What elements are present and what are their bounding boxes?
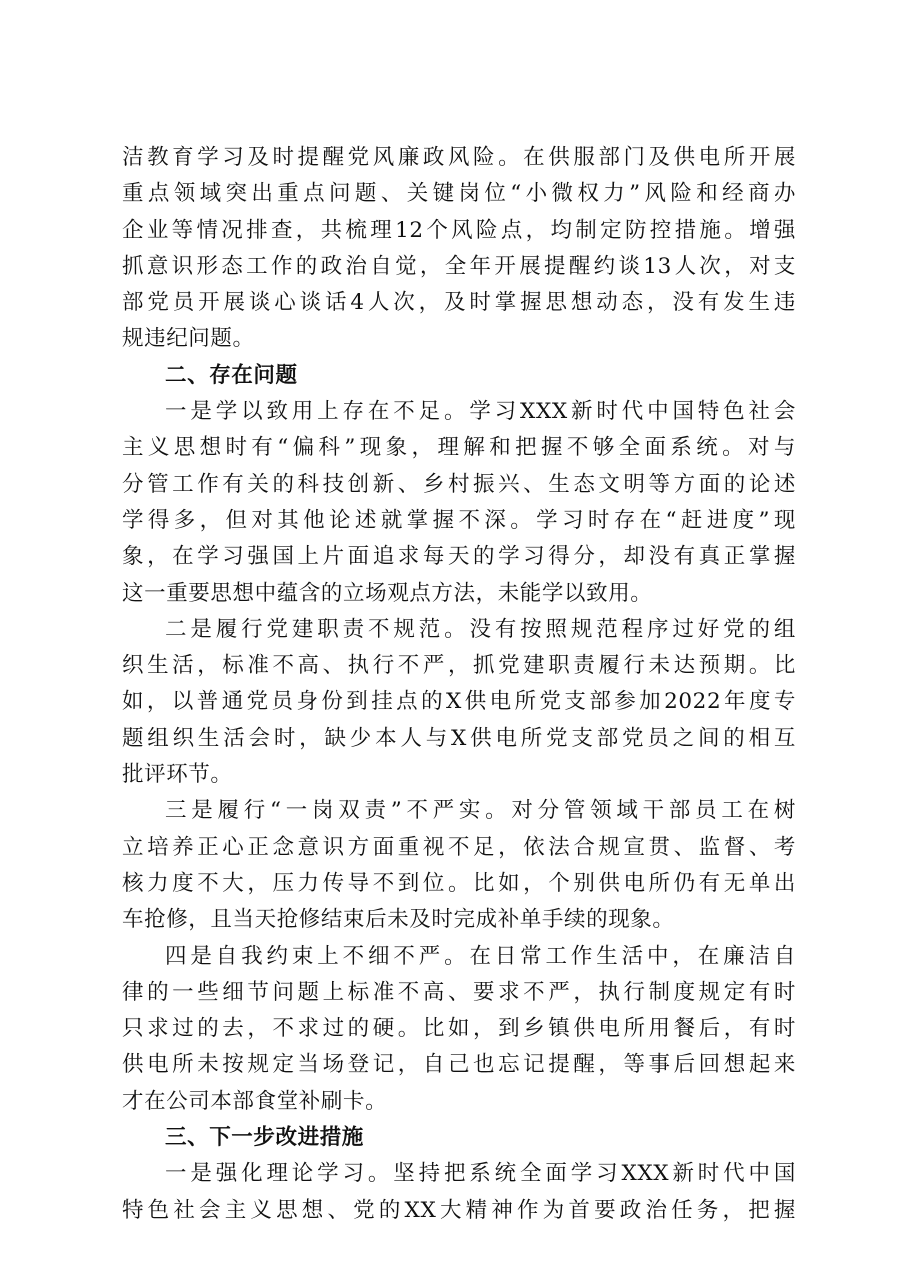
text-line: 这一重要思想中蕴含的立场观点方法，未能学以致用。	[122, 580, 653, 606]
text-line: 学得多，但对其他论述就掌握不深。学习时存在“赶进度”现	[122, 507, 796, 533]
text-line: 抓意识形态工作的政治自觉，全年开展提醒约谈13人次，对支	[122, 253, 796, 279]
section-heading-improvements: 三、下一步改进措施	[165, 1125, 364, 1151]
text-line: 象，在学习强国上片面追求每天的学习得分，却没有真正掌握	[122, 544, 796, 570]
text-line: 洁教育学习及时提醒党风廉政风险。在供服部门及供电所开展	[122, 145, 796, 170]
text-line: 题组织生活会时，缺少本人与X供电所党支部党员之间的相互	[122, 725, 796, 751]
text-line: 立培养正心正念意识方面重视不足，依法合规宣贯、监督、考	[122, 834, 796, 860]
text-line: 主义思想时有“偏科”现象，理解和把握不够全面系统。对与	[122, 435, 796, 461]
text-line: 律的一些细节问题上标准不高、要求不严，执行制度规定有时	[122, 979, 796, 1005]
text-line: 核力度不大，压力传导不到位。比如，个别供电所仍有无单出	[122, 870, 796, 896]
text-line: 企业等情况排查，共梳理12个风险点，均制定防控措施。增强	[122, 217, 796, 243]
text-line: 车抢修，且当天抢修结束后未及时完成补单手续的现象。	[122, 907, 675, 933]
text-line: 只求过的去，不求过的硬。比如，到乡镇供电所用餐后，有时	[122, 1016, 796, 1042]
text-line: 分管工作有关的科技创新、乡村振兴、生态文明等方面的论述	[122, 471, 796, 497]
text-line: 特色社会主义思想、党的XX大精神作为首要政治任务，把握	[122, 1197, 796, 1223]
text-line: 织生活，标准不高、执行不严，抓党建职责履行未达预期。比	[122, 653, 796, 679]
document-body	[122, 140, 796, 1229]
text-line: 供电所未按规定当场登记，自己也忘记提醒，等事后回想起来	[122, 1052, 796, 1078]
text-line: 规违纪问题。	[122, 326, 255, 352]
text-line: 重点领域突出重点问题、关键岗位“小微权力”风险和经商办	[122, 181, 796, 207]
text-line: 四是自我约束上不细不严。在日常工作生活中，在廉洁自	[165, 943, 796, 969]
text-line: 部党员开展谈心谈话4人次，及时掌握思想动态，没有发生违	[122, 290, 796, 316]
section-heading-problems: 二、存在问题	[165, 362, 298, 388]
text-line: 三是履行“一岗双责”不严实。对分管领域干部员工在树	[165, 798, 796, 824]
text-line: 二是履行党建职责不规范。没有按照规范程序过好党的组	[165, 616, 796, 642]
text-line: 才在公司本部食堂补刷卡。	[122, 1088, 388, 1114]
text-line: 如，以普通党员身份到挂点的X供电所党支部参加2022年度专	[122, 689, 796, 715]
text-line: 一是学以致用上存在不足。学习XXX新时代中国特色社会	[165, 399, 796, 425]
text-line: 批评环节。	[122, 762, 233, 788]
text-line: 一是强化理论学习。坚持把系统全面学习XXX新时代中国	[165, 1161, 796, 1187]
